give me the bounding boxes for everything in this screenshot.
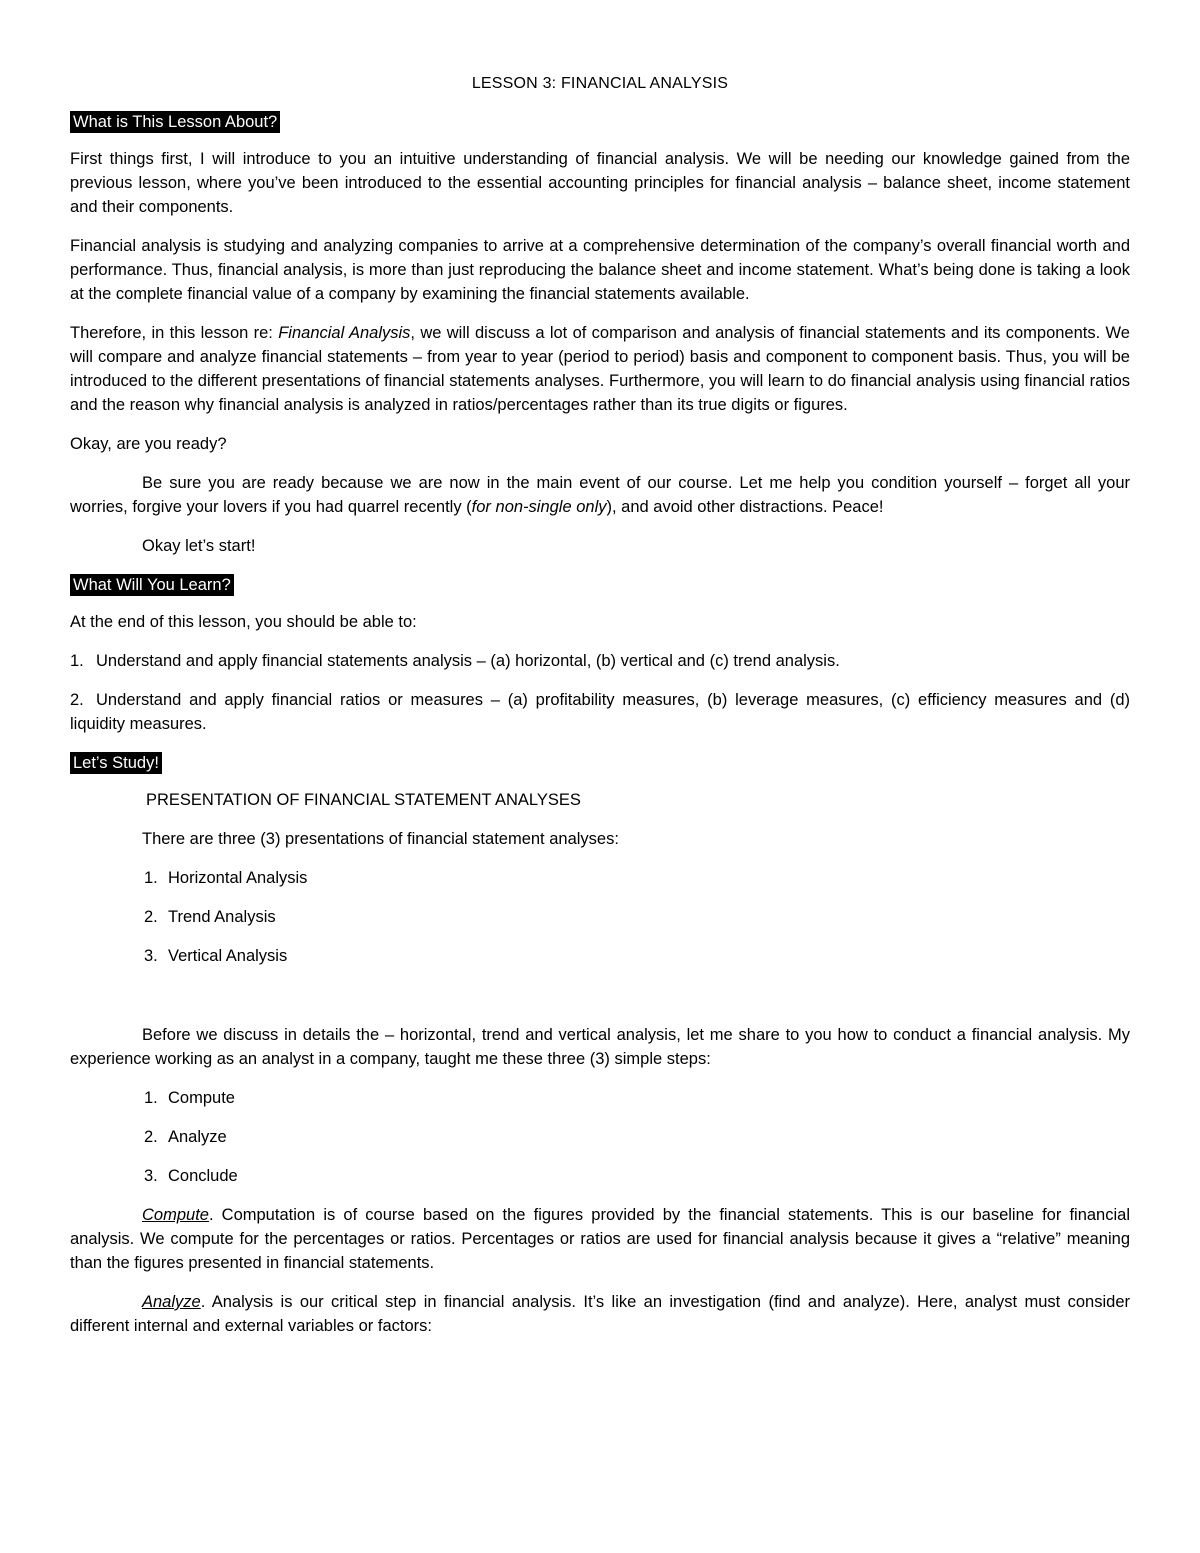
text-segment: ), and avoid other distractions. Peace! [606,498,884,516]
list-text: Understand and apply financial statements analysis – (a) horizontal, (b) vertical and (c) trend analysis. [96,652,840,670]
text-segment: Therefore, in this lesson re: [70,324,279,342]
paragraph-analyze [70,1290,1130,1338]
list-item [144,944,1130,968]
list-text: Analyze [168,1128,227,1146]
list-number: 2. [70,691,84,709]
text-segment: , we will discuss a lot of comparison and analysis of financial statements and its components. We will compare and analyze financial statements – from year to year (period to period) basis and component to component basis. Thus, you will be introduced to the different presentations of financial statements analyses. Furthermore, you will learn to do financial analysis using financial ratios and the reason why financial analysis is analyzed in ratios/percentages rather than its true digits or figures. [70,324,1130,414]
list-number: 1. [70,652,84,670]
list-text: Vertical Analysis [168,947,288,965]
paragraph-compute [70,1203,1130,1275]
list-text: Compute [168,1089,235,1107]
document-page [70,60,1130,1353]
section-heading-study: Let’s Study! [70,752,162,774]
emphasis-financial-analysis: Financial Analysis [278,324,411,342]
list-number: 2. [144,908,158,926]
paragraph-intro: First things first, I will introduce to you an intuitive understanding of financial analysis. We will be needing our knowledge gained from the previous lesson, where you’ve been introduced to the essential accounting principles for financial analysis – balance sheet, income statement and their components. [70,150,1130,216]
presentations-list [144,866,1130,968]
section-heading-about: What is This Lesson About? [70,111,280,133]
list-text: Trend Analysis [168,908,276,926]
paragraph-objectives-intro: At the end of this lesson, you should be able to: [70,613,417,631]
term-compute: Compute [142,1206,209,1224]
emphasis-non-single: for non-single only [471,498,607,516]
list-number: 1. [144,869,158,887]
paragraph-ready-question: Okay, are you ready? [70,435,227,453]
text-segment: . Analysis is our critical step in financial analysis. It’s like an investigation (find and analyze). Here, analyst must consider different internal and external variables or factors: [70,1293,1130,1335]
list-item [70,688,1130,736]
list-item [144,866,1130,890]
paragraph-condition [70,471,1130,519]
paragraph-steps-intro: Before we discuss in details the – horizontal, trend and vertical analysis, let me share to you how to conduct a financial analysis. My experience working as an analyst in a company, taught me these three (3) simple steps: [70,1026,1130,1068]
list-number: 3. [144,1167,158,1185]
list-text: Conclude [168,1167,238,1185]
paragraph-definition: Financial analysis is studying and analyzing companies to arrive at a comprehensive determination of the company’s overall financial worth and performance. Thus, financial analysis, is more than just reproducing the balance sheet and income statement. What’s being done is taking a look at the complete financial value of a company by examining the financial statements available. [70,237,1130,303]
list-text: Horizontal Analysis [168,869,308,887]
objectives-list [70,649,1130,736]
paragraph-lesson-overview [70,321,1130,417]
subsection-title: PRESENTATION OF FINANCIAL STATEMENT ANALYSES [146,791,581,809]
list-item [70,649,1130,673]
section-heading-learn: What Will You Learn? [70,574,234,596]
list-item [144,905,1130,929]
list-number: 2. [144,1128,158,1146]
text-segment: Be sure you are ready because we are now in the main event of our course. Let me help you condition yourself – forget all your worries, forgive your lovers if you had quarrel recently ( [70,474,1130,516]
list-item [144,1086,1130,1110]
lesson-title: LESSON 3: FINANCIAL ANALYSIS [471,75,729,92]
text-segment: . Computation is of course based on the figures provided by the financial statements. This is our baseline for financial analysis. We compute for the percentages or ratios. Percentages or ratios are used for financial analysis because it gives a “relative” meaning than the figures presented in financial statements. [70,1206,1130,1272]
paragraph-presentations-intro: There are three (3) presentations of financial statement analyses: [142,830,619,848]
list-number: 1. [144,1089,158,1107]
list-item [144,1164,1130,1188]
term-analyze: Analyze [142,1293,201,1311]
list-number: 3. [144,947,158,965]
list-item [144,1125,1130,1149]
list-text: Understand and apply financial ratios or measures – (a) profitability measures, (b) leverage measures, (c) efficiency measures and (d) liquidity measures. [70,691,1130,733]
steps-list [144,1086,1130,1188]
paragraph-start: Okay let’s start! [142,537,256,555]
spacer [70,983,1130,1023]
